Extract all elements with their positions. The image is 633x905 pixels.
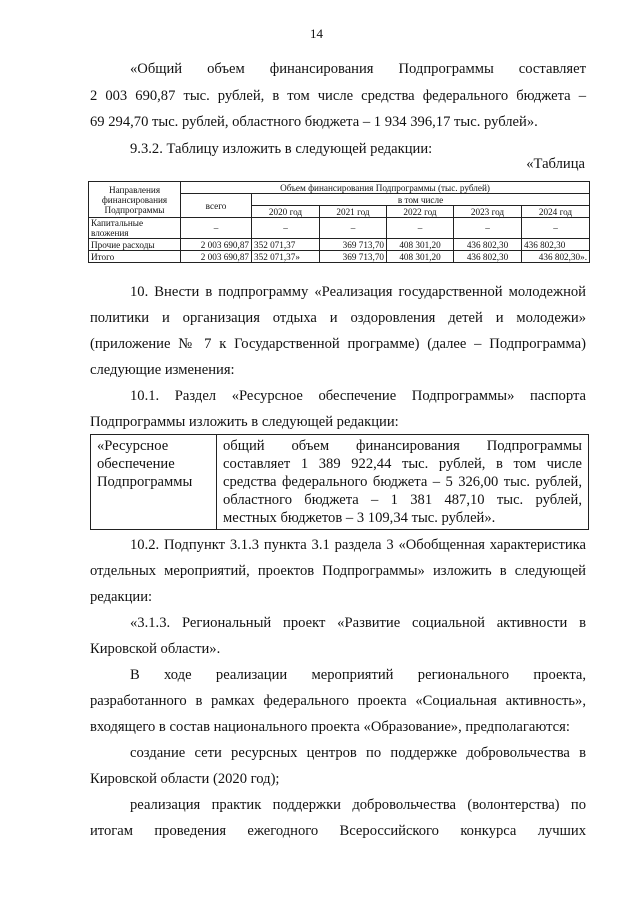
table-cell: – [181,218,252,239]
para313-line2: Кировской области». [90,641,221,657]
para10-2-line1: 10.2. Подпункт 3.1.3 пункта 3.1 раздела 3 «Обобщенная характеристика [130,537,586,553]
para-hode-line3: входящего в состав национального проекта «Образование», предполагаются: [90,719,570,735]
table-cell: 436 802,30». [522,251,590,263]
para10-line2: политики и организация отдыха и оздоровления детей и молодежи» [90,310,586,326]
para313-line1: «3.1.3. Региональный проект «Развитие социальной активности в [130,615,586,631]
resource-box-label: «Ресурсное обеспечение Подпрограммы [91,435,217,530]
row-name: Прочие расходы [89,239,181,251]
table-cell: – [320,218,387,239]
table-row [89,251,590,263]
header-year: 2021 год [320,206,387,218]
funding-table [88,181,590,263]
table-cell: – [252,218,320,239]
item-9-3-2: 9.3.2. Таблицу изложить в следующей редакции: [130,141,433,157]
header-year: 2023 год [454,206,522,218]
table-row [89,239,590,251]
table-cell: 436 802,30 [454,251,522,263]
para10-1-line1: 10.1. Раздел «Ресурсное обеспечение Подпрограммы» паспорта [130,388,586,404]
table-cell: 352 071,37» [252,251,320,263]
header-direction: Направления финансирования Подпрограммы [89,182,181,218]
header-including: в том числе [252,194,590,206]
header-volume: Объем финансирования Подпрограммы (тыс. рублей) [181,182,590,194]
para-impl-line1: реализация практик поддержки добровольчества (волонтерства) по [130,797,586,813]
table-cell: 2 003 690,87 [181,239,252,251]
para10-line3: (приложение № 7 к Государственной программе) (далее – Подпрограмма) [90,336,586,352]
table-cell: 369 713,70 [320,239,387,251]
header-year: 2020 год [252,206,320,218]
row-name: Итого [89,251,181,263]
row-name: Капитальные вложения [89,218,181,239]
para10-1-line2: Подпрограммы изложить в следующей редакции: [90,414,399,430]
page-number: 14 [310,26,323,41]
para1-line3: 69 294,70 тыс. рублей, областного бюджета – 1 934 396,17 тыс. рублей». [90,114,538,130]
para1-line2: 2 003 690,87 тыс. рублей, в том числе средства федерального бюджета – [90,88,586,104]
table-label: «Таблица [526,156,585,172]
table-cell: 408 301,20 [387,239,454,251]
para10-line1: 10. Внести в подпрограмму «Реализация государственной молодежной [130,284,586,300]
table-cell: 408 301,20 [387,251,454,263]
resource-box-text: общий объем финансирования Подпрограммы составляет 1 389 922,44 тыс. рублей, в том числе средства федерального бюджета – 5 326,00 тыс. рублей, областного бюджета – 1 381 487,10 тыс. рублей, местных бюджетов – 3 109,34 тыс. рублей». [217,435,589,530]
table-cell: 436 802,30 [522,239,590,251]
para10-2-line3: редакции: [90,589,153,605]
para10-2-line2: отдельных мероприятий, проектов Подпрограммы» изложить в следующей [90,563,586,579]
table-cell: – [454,218,522,239]
table-row [89,218,590,239]
para10-line4: следующие изменения: [90,362,235,378]
header-total: всего [181,194,252,218]
table-cell: – [522,218,590,239]
table-cell: – [387,218,454,239]
para1-line1: «Общий объем финансирования Подпрограммы составляет [130,61,586,77]
header-year: 2022 год [387,206,454,218]
table-cell: 369 713,70 [320,251,387,263]
para-create-line2: Кировской области (2020 год); [90,771,280,787]
para-hode-line1: В ходе реализации мероприятий регионального проекта, [130,667,586,683]
header-year: 2024 год [522,206,590,218]
para-impl-line2: итогам проведения ежегодного Всероссийского конкурса лучших [90,823,586,839]
table-cell: 352 071,37 [252,239,320,251]
para-create-line1: создание сети ресурсных центров по поддержке добровольчества в [130,745,586,761]
resource-box [90,434,589,530]
table-cell: 436 802,30 [454,239,522,251]
table-cell: 2 003 690,87 [181,251,252,263]
para-hode-line2: разработанного в рамках федерального проекта «Социальная активность», [90,693,586,709]
